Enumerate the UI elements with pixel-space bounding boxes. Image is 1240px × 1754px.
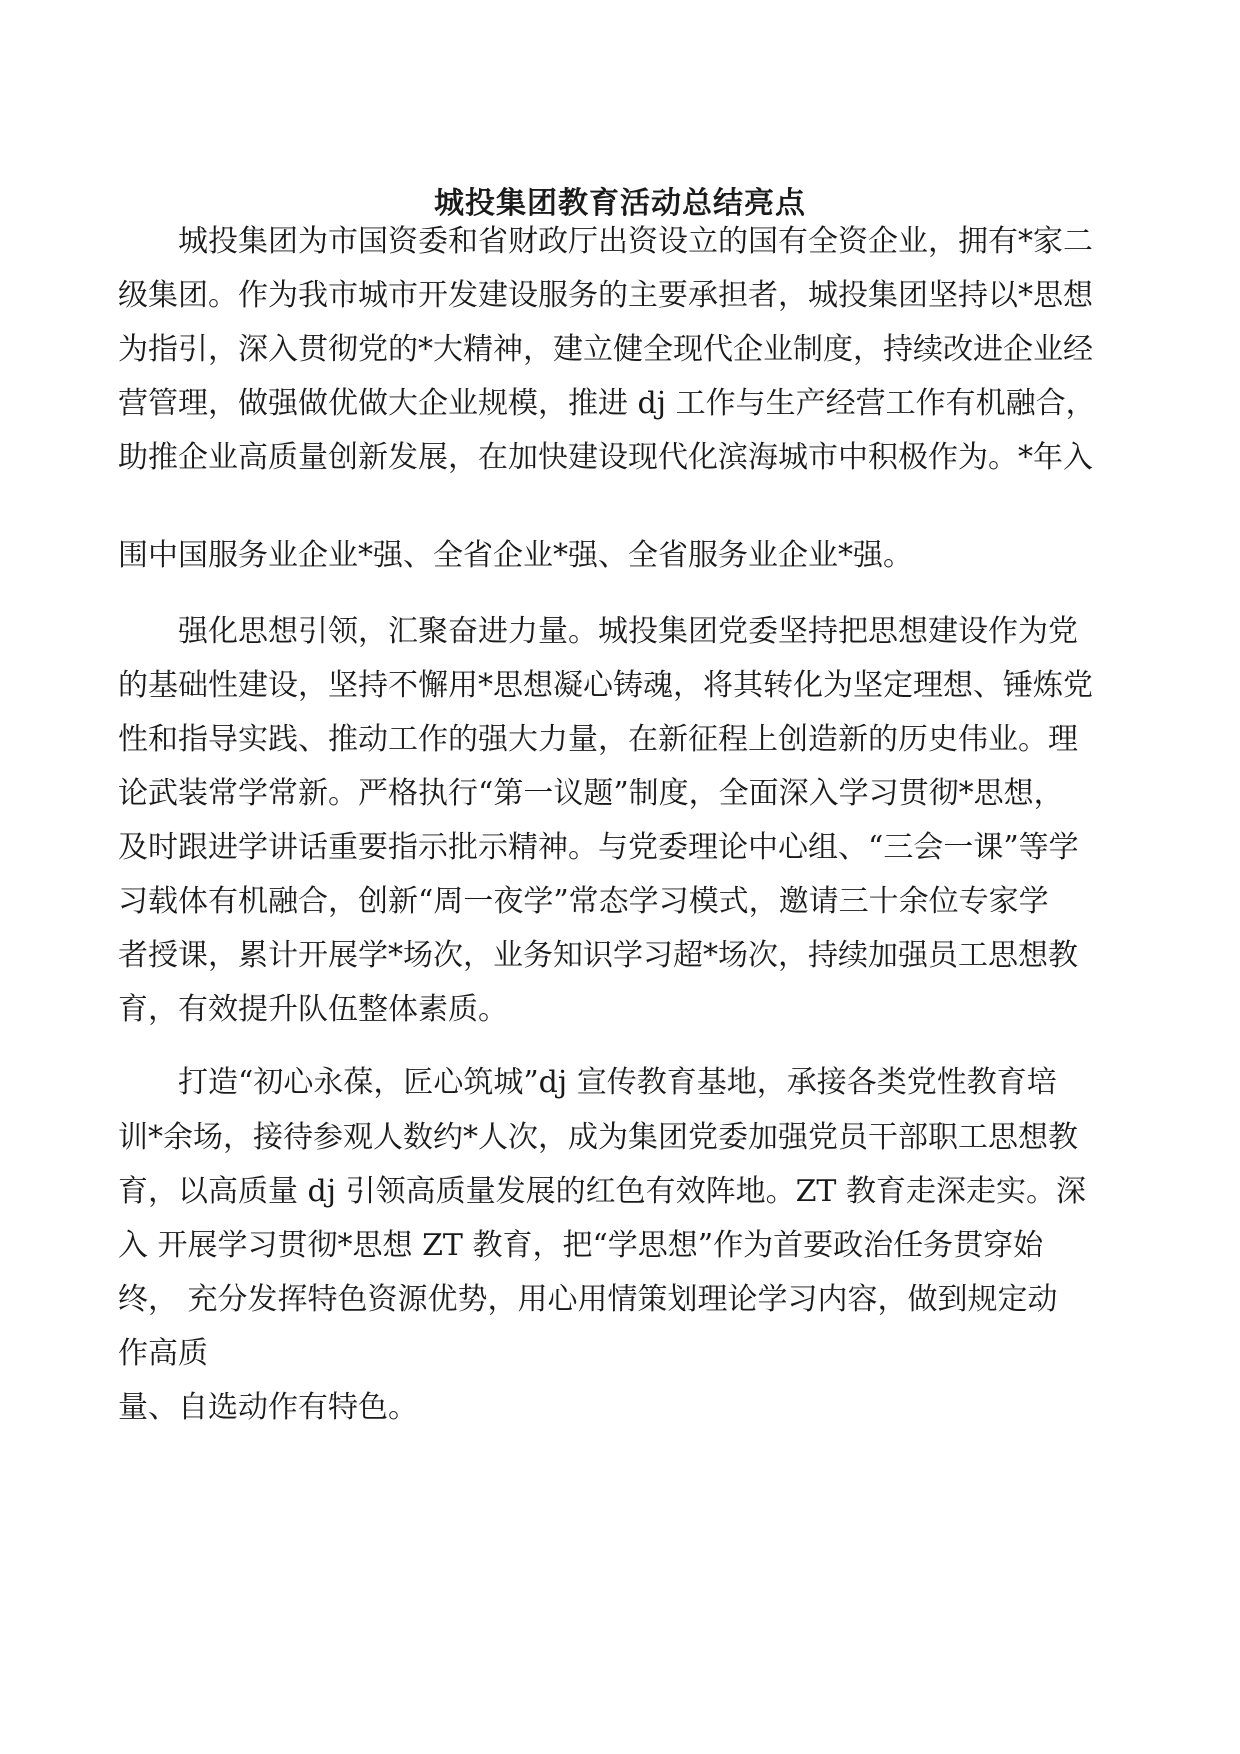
body-line: 终， 充分发挥特色资源优势，用心用情策划理论学习内容，做到规定动 — [118, 1282, 1058, 1317]
body-line: 级集团。作为我市城市开发建设服务的主要承担者，城投集团坚持以*思想 — [118, 278, 1093, 313]
body-line: 营管理，做强做优做大企业规模，推进 dj 工作与生产经营工作有机融合， — [118, 386, 1096, 421]
body-line: 城投集团为市国资委和省财政厅出资设立的国有全资企业，拥有*家二 — [178, 224, 1093, 259]
body-line: 打造“初心永葆，匠心筑城”dj 宣传教育基地，承接各类党性教育培 — [178, 1065, 1057, 1100]
body-line: 入 开展学习贯彻*思想 ZT 教育，把“学思想”作为首要政治任务贯穿始 — [118, 1228, 1044, 1263]
body-line: 助推企业高质量创新发展，在加快建设现代化滨海城市中积极作为。*年入 — [118, 440, 1093, 475]
body-line: 育，有效提升队伍整体素质。 — [118, 992, 508, 1027]
body-line: 为指引，深入贯彻党的*大精神，建立健全现代企业制度，持续改进企业经 — [118, 332, 1093, 367]
body-line: 的基础性建设，坚持不懈用*思想凝心铸魂，将其转化为坚定理想、锤炼党 — [118, 668, 1093, 703]
body-line: 及时跟进学讲话重要指示批示精神。与党委理论中心组、“三会一课”等学 — [118, 830, 1079, 865]
body-line: 强化思想引领，汇聚奋进力量。城投集团党委坚持把思想建设作为党 — [178, 614, 1078, 649]
body-line: 性和指导实践、推动工作的强大力量，在新征程上创造新的历史伟业。理 — [118, 722, 1078, 757]
body-line: 论武装常学常新。严格执行“第一议题”制度，全面深入学习贯彻*思想， — [118, 776, 1064, 811]
body-line: 者授课，累计开展学*场次，业务知识学习超*场次，持续加强员工思想教 — [118, 938, 1078, 973]
body-line: 量、自选动作有特色。 — [118, 1390, 418, 1425]
body-line: 围中国服务业企业*强、全省企业*强、全省服务业企业*强。 — [118, 538, 913, 573]
body-line: 育，以高质量 dj 引领高质量发展的红色有效阵地。ZT 教育走深走实。深 — [118, 1174, 1086, 1209]
body-line: 训*余场，接待参观人数约*人次，成为集团党委加强党员干部职工思想教 — [118, 1120, 1078, 1155]
document-title: 城投集团教育活动总结亮点 — [434, 186, 806, 221]
body-line: 作高质 — [118, 1336, 208, 1371]
body-line: 习载体有机融合，创新“周一夜学”常态学习模式，邀请三十余位专家学 — [118, 884, 1049, 919]
